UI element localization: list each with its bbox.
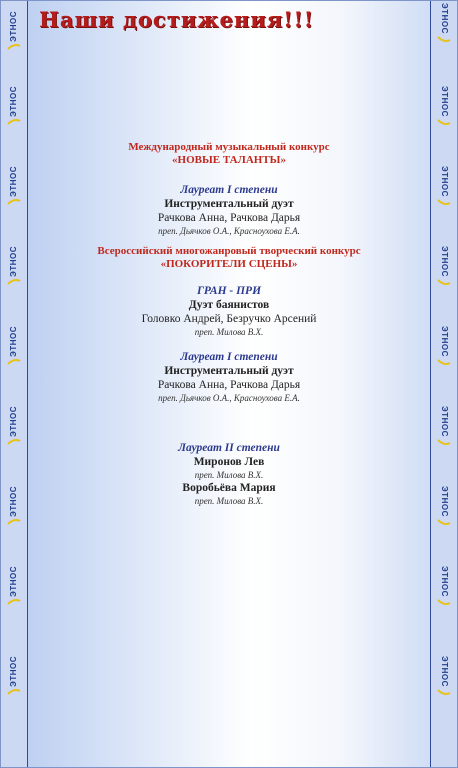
contest-stage-conquerors bbox=[27, 245, 431, 507]
logo-text: ЭТНОС bbox=[440, 326, 449, 357]
etnos-logo bbox=[3, 11, 25, 51]
logo-text: ЭТНОС bbox=[9, 656, 18, 687]
logo-text: ЭТНОС bbox=[440, 246, 449, 277]
award-title: Лауреат II степени bbox=[178, 442, 280, 454]
teacher-name: преп. Дьячков О.А., Красноухова Е.А. bbox=[158, 226, 300, 236]
participant-name: Миронов Лев bbox=[193, 456, 265, 468]
participant-name: Воробьёва Мария bbox=[182, 482, 276, 494]
swoosh-icon bbox=[7, 518, 21, 526]
etnos-logo bbox=[433, 3, 455, 43]
swoosh-icon bbox=[7, 358, 21, 366]
logo-text: ЭТНОС bbox=[9, 566, 18, 597]
swoosh-icon bbox=[437, 358, 451, 366]
logo-text: ЭТНОС bbox=[9, 486, 18, 517]
participant-names: Рачкова Анна, Рачкова Дарья bbox=[157, 212, 301, 224]
contest-name: Международный музыкальный конкурс bbox=[128, 141, 330, 153]
etnos-logo bbox=[3, 246, 25, 286]
teacher-name: преп. Дьячков О.А., Красноухова Е.А. bbox=[158, 393, 300, 403]
swoosh-icon bbox=[437, 598, 451, 606]
logo-text: ЭТНОС bbox=[440, 3, 449, 34]
etnos-logo bbox=[3, 86, 25, 126]
etnos-logo bbox=[433, 246, 455, 286]
logo-text: ЭТНОС bbox=[440, 166, 449, 197]
ensemble-name: Инструментальный дуэт bbox=[164, 198, 294, 210]
award-title: Лауреат I степени bbox=[180, 184, 278, 196]
swoosh-icon bbox=[437, 198, 451, 206]
left-logo-rail bbox=[1, 1, 28, 767]
achievements-list bbox=[27, 141, 431, 507]
contest-name: Всероссийский многожанровый творческий конкурс bbox=[97, 245, 361, 257]
logo-text: ЭТНОС bbox=[9, 11, 18, 42]
etnos-logo bbox=[433, 326, 455, 366]
etnos-logo bbox=[3, 166, 25, 206]
ensemble-name: Дуэт баянистов bbox=[188, 299, 270, 311]
award-title: ГРАН - ПРИ bbox=[196, 285, 262, 297]
swoosh-icon bbox=[437, 118, 451, 126]
logo-text: ЭТНОС bbox=[9, 86, 18, 117]
logo-text: ЭТНОС bbox=[9, 406, 18, 437]
right-logo-rail bbox=[430, 1, 457, 767]
etnos-logo bbox=[433, 656, 455, 696]
etnos-logo bbox=[3, 406, 25, 446]
etnos-logo bbox=[433, 166, 455, 206]
etnos-logo bbox=[3, 486, 25, 526]
swoosh-icon bbox=[437, 438, 451, 446]
etnos-logo bbox=[433, 406, 455, 446]
page-title: Наши достижения!!! bbox=[39, 7, 314, 32]
etnos-logo bbox=[433, 566, 455, 606]
logo-text: ЭТНОС bbox=[440, 656, 449, 687]
logo-text: ЭТНОС bbox=[9, 246, 18, 277]
swoosh-icon bbox=[437, 278, 451, 286]
swoosh-icon bbox=[7, 598, 21, 606]
award-title: Лауреат I степени bbox=[180, 351, 278, 363]
logo-text: ЭТНОС bbox=[440, 86, 449, 117]
teacher-name: преп. Милова В.Х. bbox=[194, 327, 264, 337]
swoosh-icon bbox=[7, 118, 21, 126]
swoosh-icon bbox=[7, 278, 21, 286]
contest-title: «НОВЫЕ ТАЛАНТЫ» bbox=[172, 154, 286, 166]
swoosh-icon bbox=[437, 518, 451, 526]
contest-title: «ПОКОРИТЕЛИ СЦЕНЫ» bbox=[160, 258, 298, 270]
teacher-name: преп. Милова В.Х. bbox=[194, 470, 264, 480]
etnos-logo bbox=[3, 656, 25, 696]
ensemble-name: Инструментальный дуэт bbox=[164, 365, 294, 377]
swoosh-icon bbox=[437, 688, 451, 696]
etnos-logo bbox=[3, 566, 25, 606]
contest-new-talents bbox=[27, 141, 431, 237]
swoosh-icon bbox=[437, 35, 451, 43]
participant-names: Рачкова Анна, Рачкова Дарья bbox=[157, 379, 301, 391]
etnos-logo bbox=[433, 86, 455, 126]
logo-text: ЭТНОС bbox=[9, 326, 18, 357]
swoosh-icon bbox=[7, 438, 21, 446]
swoosh-icon bbox=[7, 688, 21, 696]
swoosh-icon bbox=[7, 198, 21, 206]
logo-text: ЭТНОС bbox=[440, 406, 449, 437]
swoosh-icon bbox=[7, 43, 21, 51]
logo-text: ЭТНОС bbox=[440, 486, 449, 517]
etnos-logo bbox=[433, 486, 455, 526]
logo-text: ЭТНОС bbox=[9, 166, 18, 197]
teacher-name: преп. Милова В.Х. bbox=[194, 496, 264, 506]
participant-names: Головко Андрей, Безручко Арсений bbox=[141, 313, 317, 325]
logo-text: ЭТНОС bbox=[440, 566, 449, 597]
etnos-logo bbox=[3, 326, 25, 366]
